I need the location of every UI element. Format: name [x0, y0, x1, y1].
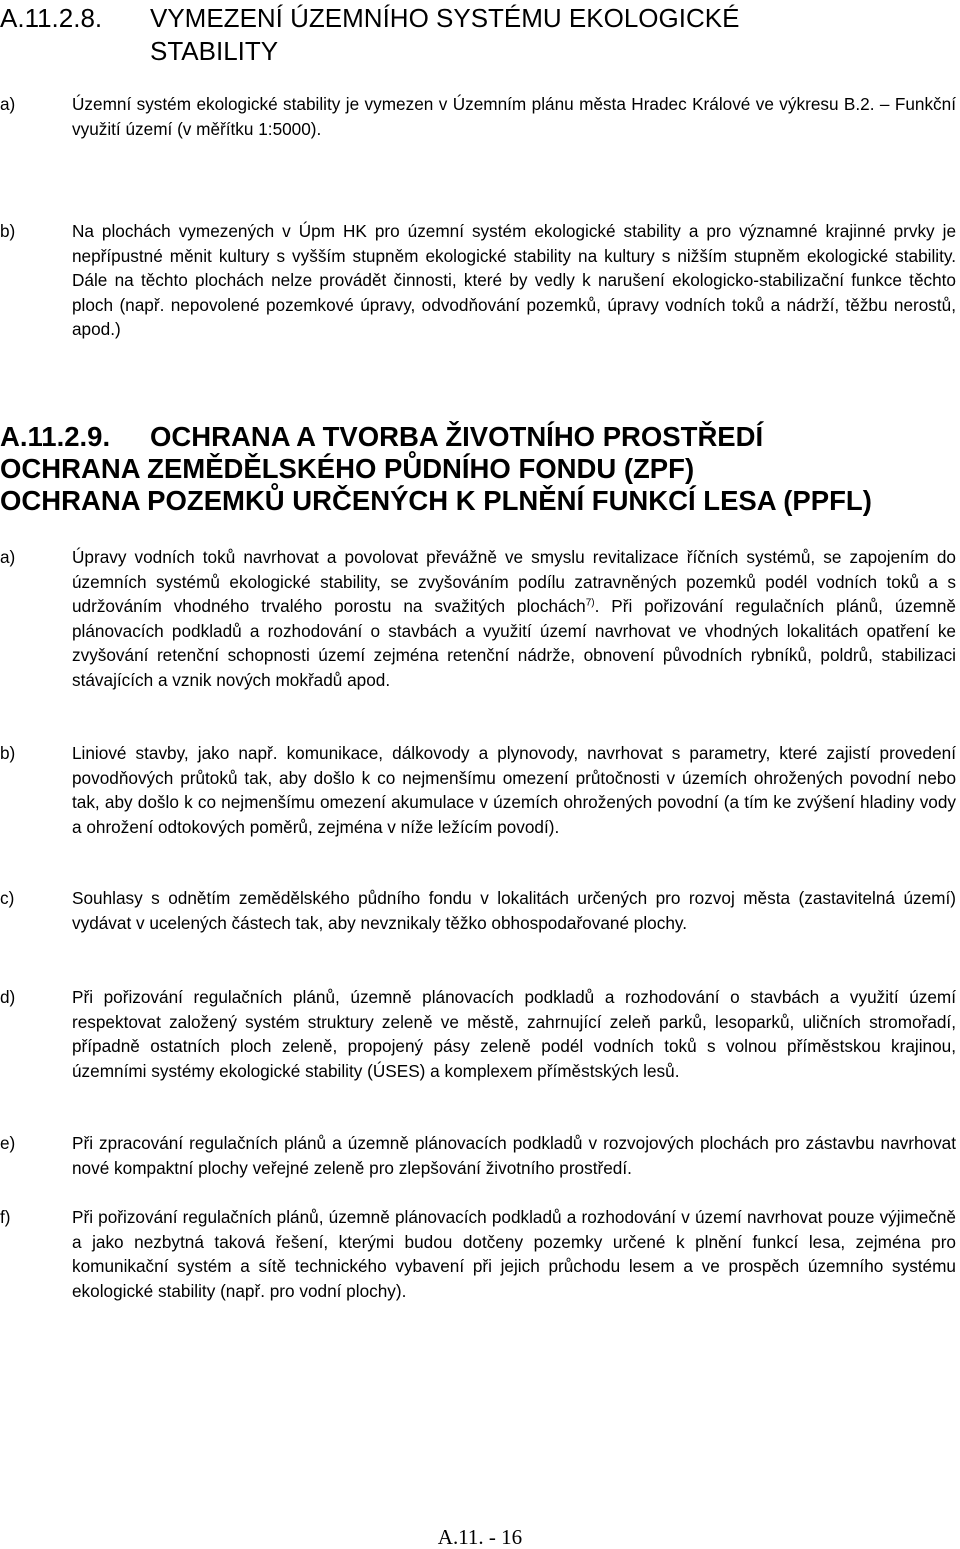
list-item-text: Na plochách vymezených v Úpm HK pro územní systém ekologické stability a pro významné krajinné prvky je nepřípustné měnit kultury s vyšším stupněm ekologické stability na kultury s nižším stupněm ekologické stability. Dále na těchto plochách nelze provádět činnosti, které by vedly k narušení ekologicko-stabilizační funkce těchto ploch (např. nepovolené pozemkové úpravy, odvodňování pozemků, úpravy vodních toků a nádrží, těžbu nerostů, apod.) — [72, 221, 956, 339]
list-item-label: e) — [0, 1133, 16, 1153]
list-item-label: a) — [0, 94, 16, 114]
section-title-line-1: VYMEZENÍ ÚZEMNÍHO SYSTÉMU EKOLOGICKÉ — [150, 3, 740, 33]
list-item-text: Při zpracování regulačních plánů a územně plánovacích podkladů v rozvojových plochách pro zástavbu navrhovat nové kompaktní plochy veřejné zeleně pro zlepšování životního prostředí. — [72, 1133, 956, 1178]
section-title-line-2: OCHRANA ZEMĚDĚLSKÉHO PŮDNÍHO FONDU (ZPF) — [0, 453, 695, 484]
list-item-text — [72, 545, 956, 692]
list-item-label: f) — [0, 1207, 11, 1227]
section-title-line-2: STABILITY — [150, 36, 279, 66]
list-item-label: b) — [0, 743, 16, 763]
list-item-text-part-1: Úpravy vodních toků navrhovat a povolovat převážně ve smyslu revitalizace říčních systémů, se zapojením do územních systémů ekologické stability, se zvyšováním podílu zatravněných pozemků podél vodních toků a s udržováním vhodného trvalého porostu na svažitých plochách — [72, 547, 956, 616]
section-heading-line-1 — [0, 420, 764, 454]
section-number: A.11.2.8. — [0, 3, 103, 33]
list-item-label: d) — [0, 987, 16, 1007]
list-item-text: Liniové stavby, jako např. komunikace, dálkovody a plynovody, navrhovat s parametry, které zajistí provedení povodňových průtoků tak, aby došlo k co nejmenšímu omezení průtočnosti v územích ohrožených povodní nebo tak, aby došlo k co nejmenšímu omezení akumulace v územích ohrožených povodní (a tím ke zvýšení hladiny vody a ohrožení odtokových poměrů, zejména v níže ležícím povodí). — [72, 743, 956, 837]
page-number: A.11. - 16 — [437, 1525, 523, 1549]
list-item-text-part-2: . Při pořizování regulačních plánů, územně plánovacích podkladů a rozhodování o stavbách a využití území navrhovat ve vhodných lokalitách opatření ke zvyšování retenční schopnosti území zejména retenční nádrže, obnovení původních rybníků, poldrů, stabilizaci stávajících a vznik nových mokřadů apod. — [72, 596, 956, 690]
list-item-text: Souhlasy s odnětím zemědělského půdního fondu v lokalitách určených pro rozvoj města (zastavitelná území) vydávat v ucelených částech tak, aby nevznikaly těžko obhospodařované plochy. — [72, 888, 956, 933]
list-item-label: a) — [0, 547, 16, 567]
section-number: A.11.2.9. — [0, 421, 111, 452]
list-item-label: b) — [0, 221, 16, 241]
list-item-text: Při pořizování regulačních plánů, územně plánovacích podkladů a rozhodování o stavbách a využití území respektovat založený systém struktury zeleně ve městě, zahrnující zeleň parků, lesoparků, uličních stromořadí, případně ostatních ploch zeleně, propojený pásy zeleně podél vodních toků s volnou příměstskou krajinou, územními systémy ekologické stability (ÚSES) a komplexem příměstských lesů. — [72, 987, 956, 1081]
section-title-line-1: OCHRANA A TVORBA ŽIVOTNÍHO PROSTŘEDÍ — [150, 421, 764, 452]
footnote-reference: 7) — [585, 597, 595, 609]
section-title-line-3: OCHRANA POZEMKŮ URČENÝCH K PLNĚNÍ FUNKCÍ LESA (PPFL) — [0, 485, 872, 516]
list-item-text: Při pořizování regulačních plánů, územně plánovacích podkladů a rozhodování v území navrhovat pouze výjimečně a jako nezbytná taková řešení, kterými budou dotčeny pozemky určené k plnění funkcí lesa, zejména pro komunikační systém a sítě technického vybavení při jejich průchodu lesem a ve prospěch územního systému ekologické stability (např. pro vodní plochy). — [72, 1207, 956, 1301]
list-item-text: Územní systém ekologické stability je vymezen v Územním plánu města Hradec Králové ve výkresu B.2. – Funkční využití území (v měřítku 1:5000). — [72, 94, 956, 139]
list-item-label: c) — [0, 888, 15, 908]
